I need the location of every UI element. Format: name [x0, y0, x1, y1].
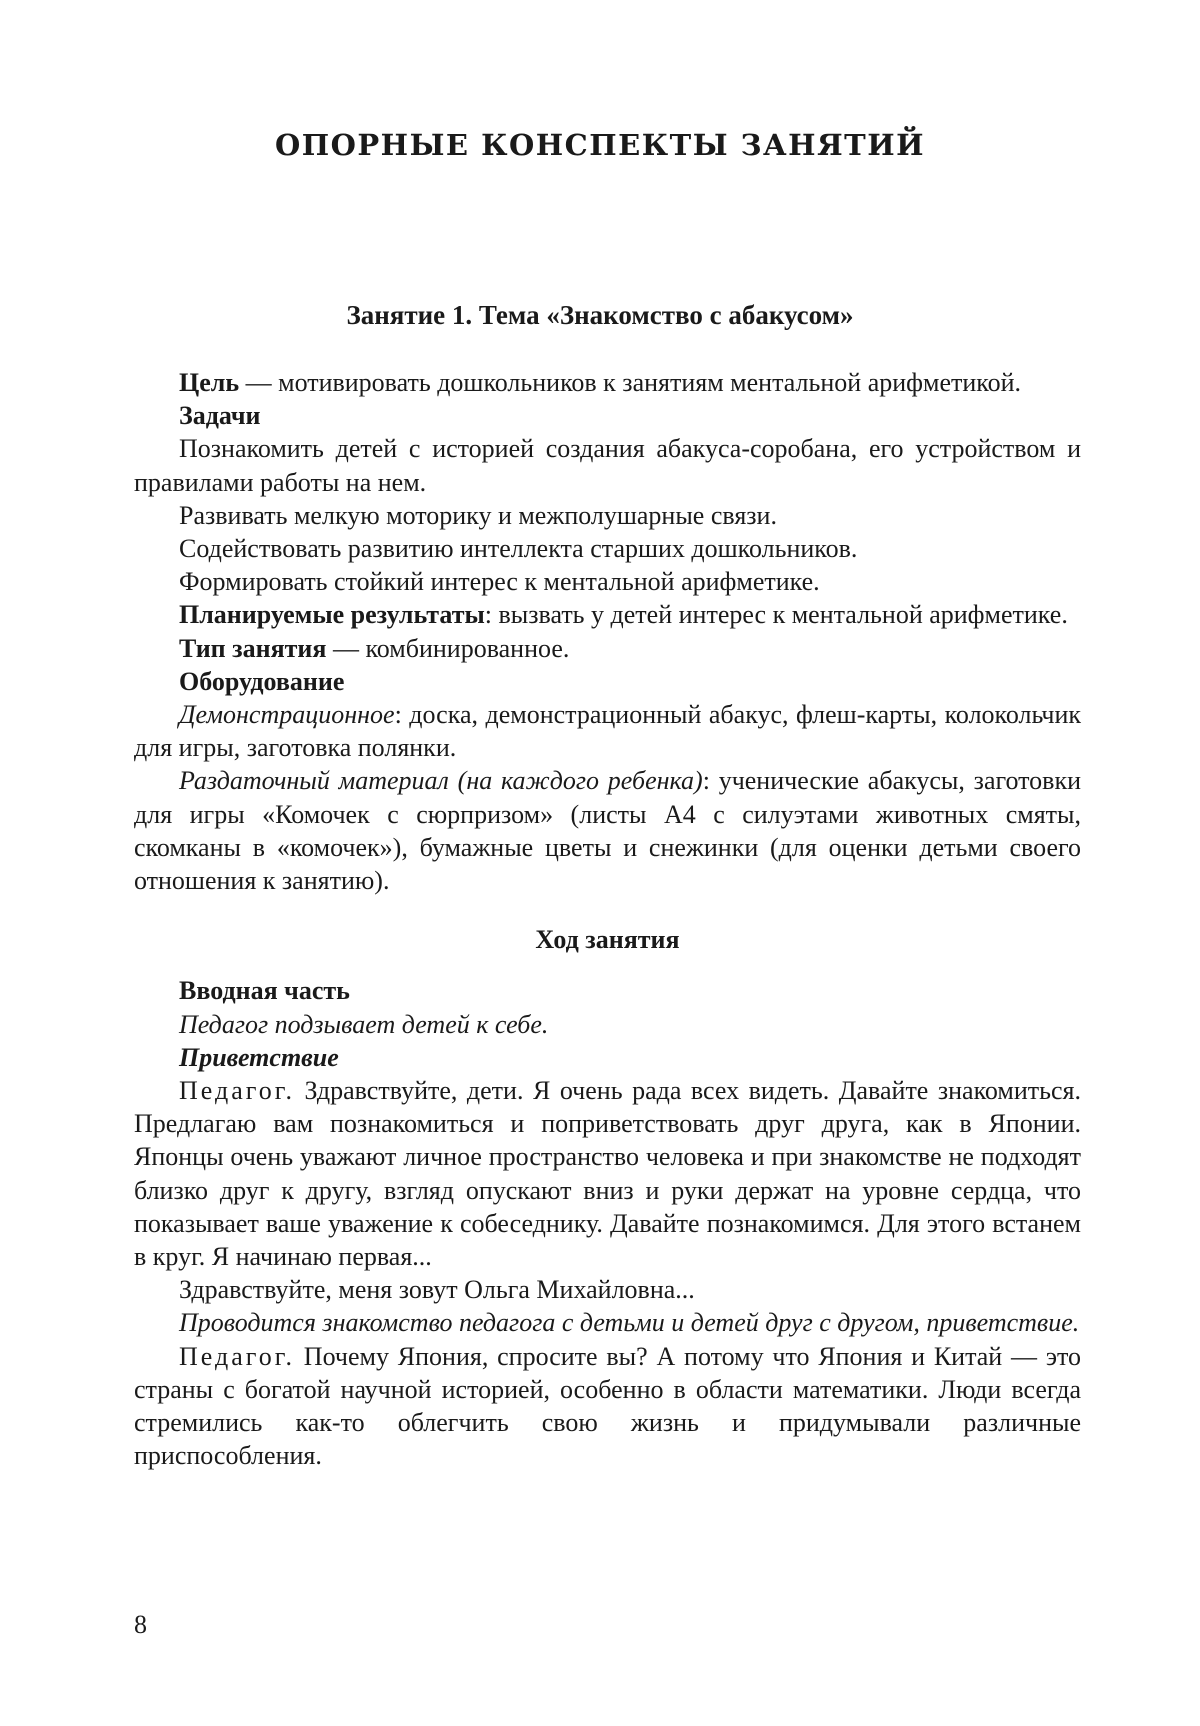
teacher-speech: [134, 1074, 1081, 1273]
speaker-label: Педагог.: [179, 1341, 295, 1371]
handout-paragraph: [134, 764, 1081, 897]
tasks-heading: Задачи: [179, 401, 261, 431]
chapter-title: ОПОРНЫЕ КОНСПЕКТЫ ЗАНЯТИЙ: [274, 128, 926, 162]
stage-note: Проводится знакомство педагога с детьми и детей друг с другом, приветствие.: [179, 1308, 1080, 1338]
speaker-label: Педагог.: [179, 1076, 295, 1106]
teacher-speech: Здравствуйте, меня зовут Ольга Михайловна...: [179, 1275, 695, 1305]
course-heading: Ход занятия: [535, 925, 680, 955]
speech-text: Почему Япония, спросите вы? А потому что Япония и Китай — это страны с богатой научной историей, особенно в области математики. Люди всегда стремились как-то облегчить свою жизнь и придумывали различные приспособления.: [134, 1341, 1081, 1471]
task-item: Развивать мелкую моторику и межполушарные связи.: [179, 500, 777, 530]
results-label: Планируемые результаты: [179, 600, 485, 630]
handout-text: : ученические абакусы, заготовки для игры «Комочек с сюрпризом» (листы А4 с силуэтами животных смяты, скомканы в «комочек»), бумажные цветы и снежинки (для оценки детьми своего отношения к занятию).: [134, 766, 1082, 896]
intro-note: Педагог подзывает детей к себе.: [179, 1009, 549, 1039]
speech-text: Здравствуйте, дети. Я очень рада всех видеть. Давайте знакомиться. Предлагаю вам познакомиться и поприветствовать друг друга, как в Японии. Японцы очень уважают личное пространство человека и при знакомстве не подходят близко друг к другу, взгляд опускают вниз и руки держат на уровне сердца, что показывает ваше уважение к собеседнику. Давайте познакомимся. Для этого встанем в круг. Я начинаю первая...: [134, 1076, 1081, 1272]
intro-heading: Вводная часть: [179, 976, 350, 1006]
demo-text: : доска, демонстрационный абакус, флеш-карты, колокольчик для игры, заготовка полянки.: [134, 700, 1081, 763]
greeting-heading: Приветствие: [179, 1042, 339, 1072]
task-item: Познакомить детей с историей создания абакуса-соробана, его устройством и правилами работы на нем.: [134, 434, 1081, 497]
goal-paragraph: [134, 366, 1081, 399]
goal-text: — мотивировать дошкольников к занятиям ментальной арифметикой.: [239, 368, 1021, 397]
lesson-type-text: — комбинированное.: [326, 633, 570, 663]
results-paragraph: [134, 598, 1081, 631]
goal-label: Цель: [179, 368, 240, 397]
demo-equipment-paragraph: [134, 698, 1081, 764]
teacher-speech: [134, 1340, 1081, 1473]
document-body: [134, 366, 1081, 1473]
lesson-title: Занятие 1. Тема «Знакомство с абакусом»: [346, 300, 854, 330]
task-item: Формировать стойкий интерес к ментальной арифметике.: [179, 567, 820, 597]
handout-label: Раздаточный материал (на каждого ребенка): [179, 766, 703, 796]
lesson-type-label: Тип занятия: [179, 633, 327, 663]
lesson-type-paragraph: [134, 632, 1081, 665]
equipment-heading: Оборудование: [179, 666, 345, 696]
task-item: Содействовать развитию интеллекта старших дошкольников.: [179, 534, 858, 564]
results-text: : вызвать у детей интерес к ментальной арифметике.: [484, 600, 1068, 630]
page-number: 8: [134, 1610, 147, 1639]
demo-label: Демонстрационное: [179, 700, 395, 730]
